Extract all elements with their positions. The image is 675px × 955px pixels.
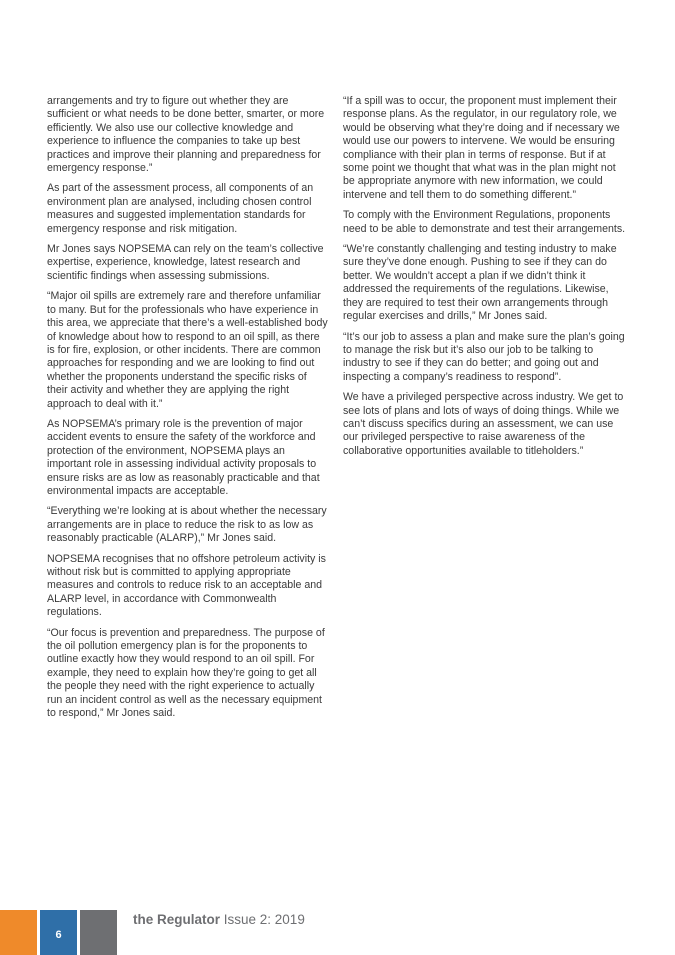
paragraph: “It’s our job to assess a plan and make sure the plan’s going to manage the risk but it’s also our job to be talking to industry to see if they can do better; and going out and inspecting a company’s readiness to respond”.	[343, 330, 625, 383]
left-column	[47, 95, 330, 727]
footer-orange-bar	[0, 910, 37, 955]
paragraph: “Major oil spills are extremely rare and therefore unfamiliar to many. But for the professionals who have experience in this area, we appreciate that there’s a well-established body of knowledge about how to respond to an oil spill, as there is for fire, explosion, or other incidents. There are common approaches for responding and we are looking to find out whether the proponents understand the specific risks of their activity and whether they are applying the right approach to deal with it.”	[47, 290, 328, 410]
paragraph: “Our focus is prevention and preparedness. The purpose of the oil pollution emergency plan is for the proponents to outline exactly how they would respond to an oil spill. For example, they need to explain how they’re going to get all the people they need with the right experience to actually run an incident control as well as the necessary equipment to respond,” Mr Jones said.	[47, 626, 325, 720]
page-footer	[0, 910, 675, 955]
paragraph: To comply with the Environment Regulations, proponents need to be able to demonstrate and test their arrangements.	[343, 209, 626, 235]
publication-title	[133, 912, 305, 927]
page-number: 6	[55, 929, 62, 941]
paragraph: We have a privileged perspective across industry. We get to see lots of plans and lots of ways of doing things. While we can’t discuss specifics during an assessment, we can use our privileged perspective to raise awareness of the collaborative opportunities available to titleholders.”	[343, 391, 624, 457]
paragraph: “Everything we’re looking at is about whether the necessary arrangements are in place to reduce the risk to as low as reasonably practicable (ALARP),” Mr Jones said.	[47, 505, 327, 545]
right-column	[343, 95, 626, 465]
publication-issue: Issue 2: 2019	[220, 912, 305, 927]
footer-gray-bar	[80, 910, 117, 955]
paragraph: arrangements and try to figure out whether they are sufficient or what needs to be done better, smarter, or more efficiently. We also use our collective knowledge and experience to influence the companies to take up best practices and improve their planning and preparedness for emergency response.”	[47, 95, 325, 175]
paragraph: As part of the assessment process, all components of an environment plan are analysed, including chosen control measures and suggested implementation standards for emergency response and risk mitigation.	[47, 182, 314, 235]
paragraph: “We’re constantly challenging and testing industry to make sure they’ve done enough. Pushing to see if they can do better. We wouldn’t accept a plan if we didn’t think it addressed the requirements of the regulations. Likewise, they are required to test their own arrangements through regular exercises and drills,” Mr Jones said.	[343, 243, 617, 323]
paragraph: As NOPSEMA’s primary role is the prevention of major accident events to ensure the safety of the workforce and protection of the environment, NOPSEMA plays an important role in assessing individual activity proposals to ensure risks are as low as reasonably practicable and that environmental impacts are acceptable.	[47, 417, 320, 497]
publication-brand: the Regulator	[133, 912, 221, 927]
paragraph: NOPSEMA recognises that no offshore petroleum activity is without risk but is committed to applying appropriate measures and controls to reduce risk to an acceptable and ALARP level, in accordance with Commonwealth regulations.	[47, 552, 326, 619]
paragraph: “If a spill was to occur, the proponent must implement their response plans. As the regulator, in our regulatory role, we would be observing what they’re doing and if necessary we would use our powers to intervene. We would be ensuring compliance with their plan in terms of response. But if at some point we thought that what was in the plan might not be appropriate anymore with new information, we could intervene and tell them to do something different.”	[343, 95, 620, 201]
paragraph: Mr Jones says NOPSEMA can rely on the team’s collective expertise, experience, knowledge, latest research and scientific findings when assessing submissions.	[47, 243, 324, 282]
